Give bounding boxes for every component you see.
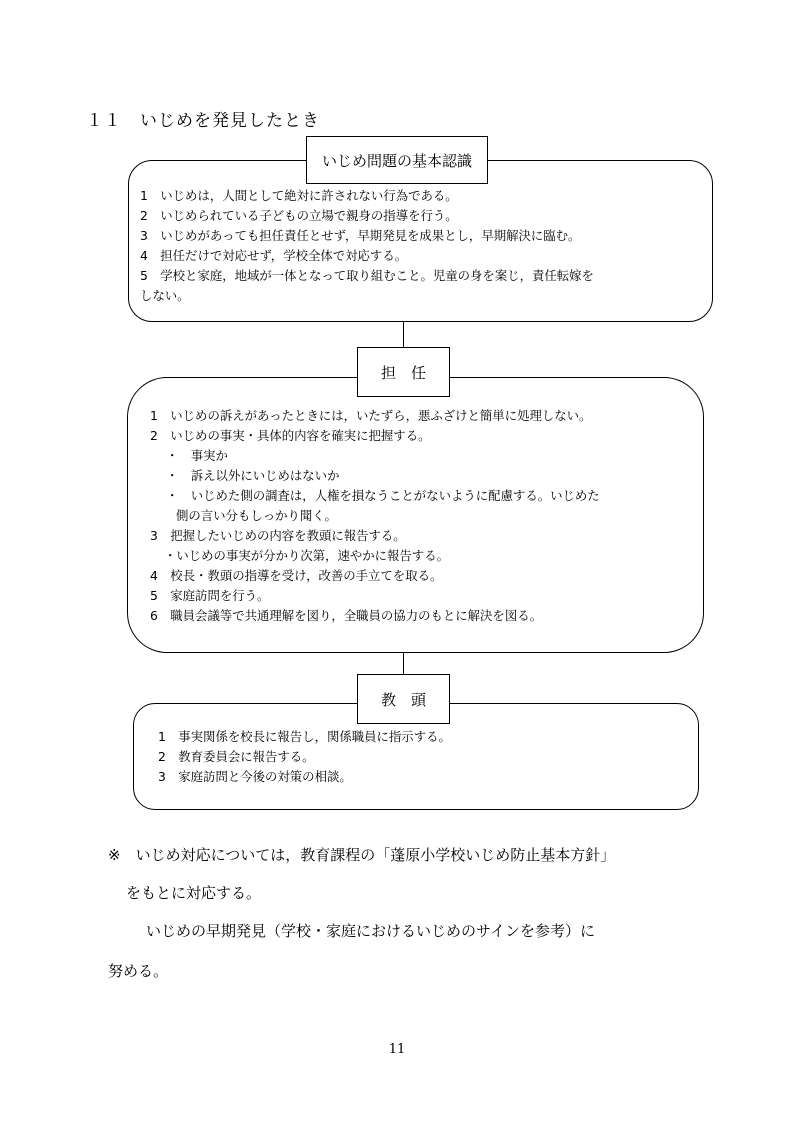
note-line-4: 努める。: [108, 962, 169, 980]
basic-understanding-label: いじめ問題の基本認識: [306, 136, 488, 184]
teacher-line-9: 4 校長・教頭の指導を受け，改善の手立てを取る。: [150, 568, 443, 583]
connector-line-2: [403, 653, 404, 674]
teacher-line-2: 2 いじめの事実・具体的内容を確実に把握する。: [150, 428, 431, 443]
vice-principal-label: 教 頭: [357, 674, 450, 724]
basic-line-6: しない。: [140, 288, 190, 303]
basic-line-1: 1 いじめは，人間として絶対に許されない行為である。: [140, 188, 458, 203]
vice-line-2: 2 教育委員会に報告する。: [158, 749, 315, 764]
teacher-line-1: 1 いじめの訴えがあったときには，いたずら，悪ふざけと簡単に処理しない。: [150, 408, 592, 423]
teacher-line-10: 5 家庭訪問を行う。: [150, 588, 270, 603]
teacher-line-11: 6 職員会議等で共通理解を図り，全職員の協力のもとに解決を図る。: [150, 608, 542, 623]
vice-line-1: 1 事実関係を校長に報告し，関係職員に指示する。: [158, 729, 451, 744]
note-line-3: いじめの早期発見（学校・家庭におけるいじめのサインを参考）に: [146, 922, 595, 940]
teacher-line-5: ・ いじめた側の調査は，人権を損なうことがないように配慮する。いじめた: [166, 488, 600, 503]
teacher-line-4: ・ 訴え以外にいじめはないか: [166, 468, 340, 483]
basic-line-4: 4 担任だけで対応せず，学校全体で対応する。: [140, 248, 408, 263]
basic-line-2: 2 いじめられている子どもの立場で親身の指導を行う。: [140, 208, 458, 223]
basic-line-5: 5 学校と家庭，地域が一体となって取り組むこと。児童の身を案じ，責任転嫁を: [140, 268, 594, 283]
teacher-line-8: ・いじめの事実が分かり次第，速やかに報告する。: [164, 548, 449, 563]
page-heading: １１ いじめを発見したとき: [86, 111, 320, 131]
basic-line-3: 3 いじめがあっても担任責任とせず，早期発見を成果とし，早期解決に臨む。: [140, 228, 581, 243]
homeroom-teacher-label: 担 任: [357, 347, 450, 397]
teacher-line-7: 3 把握したいじめの内容を教頭に報告する。: [150, 528, 406, 543]
page-number: 11: [388, 1042, 406, 1057]
teacher-line-3: ・ 事実か: [166, 448, 228, 463]
teacher-line-6: 側の言い分もしっかり聞く。: [176, 508, 337, 523]
note-line-1: ※ いじめ対応については，教育課程の「蓬原小学校いじめ防止基本方針」: [108, 846, 616, 864]
connector-line-1: [403, 322, 404, 347]
note-line-2: をもとに対応する。: [126, 884, 262, 902]
vice-line-3: 3 家庭訪問と今後の対策の相談。: [158, 769, 352, 784]
